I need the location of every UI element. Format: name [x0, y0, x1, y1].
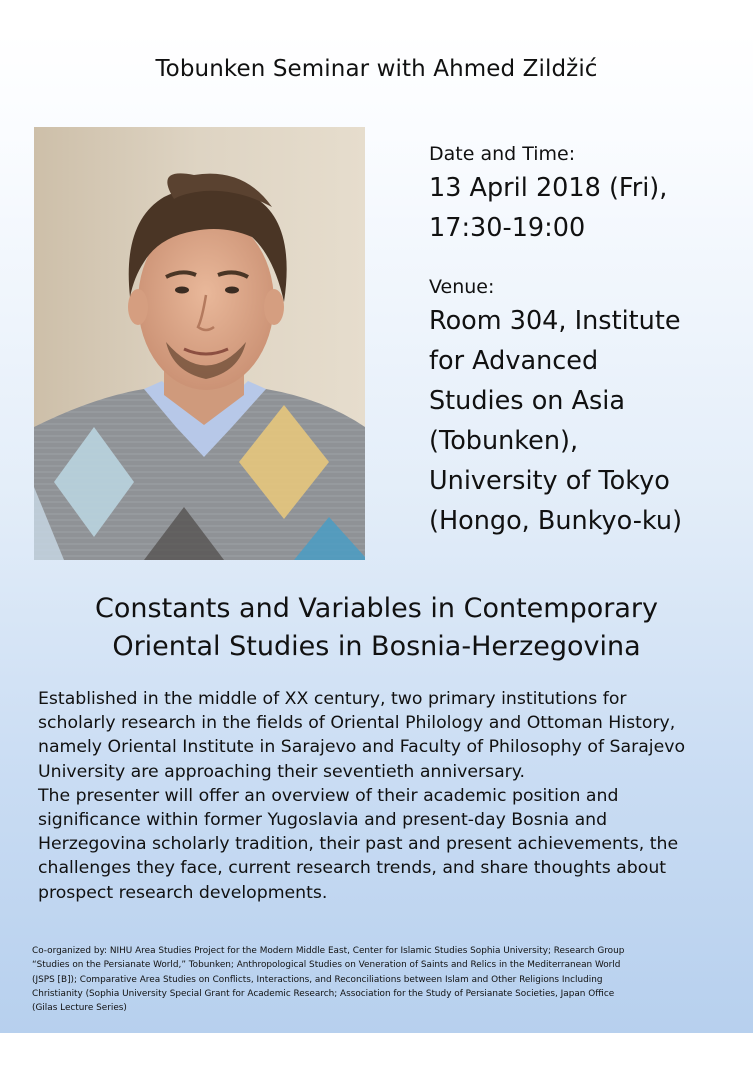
poster-title: Tobunken Seminar with Ahmed Zildžić — [155, 56, 598, 82]
talk-title — [0, 590, 753, 666]
abstract-line: prospect research developments. — [38, 882, 328, 903]
date-line: 13 April 2018 (Fri), — [429, 173, 668, 203]
venue-line: (Tobunken), — [429, 426, 579, 456]
talk-title-line: Constants and Variables in Contemporary — [95, 593, 658, 624]
coorganizers-line: “Studies on the Persianate World,” Tobunken; Anthropological Studies on Veneration of Saints and Relics in the Mediterranean World — [32, 960, 621, 971]
coorganizers-line: (JSPS [B]); Comparative Area Studies on Conflicts, Interactions, and Reconciliations between Islam and Other Religions Including — [32, 974, 603, 985]
coorganizers-line: Co-organized by: NIHU Area Studies Project for the Modern Middle East, Center for Islamic Studies Sophia University; Research Group — [32, 946, 625, 956]
abstract-line: Established in the middle of XX century, two primary institutions for — [38, 689, 627, 709]
abstract-paragraph — [38, 784, 738, 905]
venue-line: Room 304, Institute — [429, 306, 681, 336]
coorganizers-note — [32, 944, 737, 1015]
event-info — [429, 142, 749, 541]
abstract-line: namely Oriental Institute in Sarajevo and Faculty of Philosophy of Sarajevo — [38, 737, 686, 758]
venue-line: University of Tokyo — [429, 466, 670, 496]
seminar-poster — [0, 32, 753, 1033]
venue-line: (Hongo, Bunkyo-ku) — [429, 506, 683, 536]
abstract-line: University are approaching their seventieth anniversary. — [38, 761, 526, 782]
abstract-line: The presenter will offer an overview of their academic position and — [38, 785, 619, 806]
abstract-line: Herzegovina scholarly tradition, their past and present achievements, the — [38, 834, 679, 855]
venue-line: Studies on Asia — [429, 386, 626, 416]
venue-line: for Advanced — [429, 346, 599, 376]
abstract — [38, 687, 738, 905]
time-line: 17:30-19:00 — [429, 213, 586, 243]
speaker-photo — [34, 127, 365, 560]
abstract-line: scholarly research in the fields of Oriental Philology and Ottoman History, — [38, 713, 676, 734]
abstract-paragraph — [38, 687, 738, 784]
abstract-line: challenges they face, current research trends, and share thoughts about — [38, 858, 667, 879]
abstract-line: significance within former Yugoslavia and present-day Bosnia and — [38, 810, 608, 831]
date-time — [429, 168, 749, 248]
date-label: Date and Time: — [429, 143, 576, 165]
venue-label: Venue: — [429, 276, 495, 298]
coorganizers-line: Christianity (Sophia University Special Grant for Academic Research; Association for the Study of Persianate Societies, Japan Office — [32, 988, 615, 999]
venue — [429, 301, 749, 541]
coorganizers-line: (Gilas Lecture Series) — [32, 1003, 127, 1014]
talk-title-line: Oriental Studies in Bosnia-Herzegovina — [112, 631, 641, 662]
